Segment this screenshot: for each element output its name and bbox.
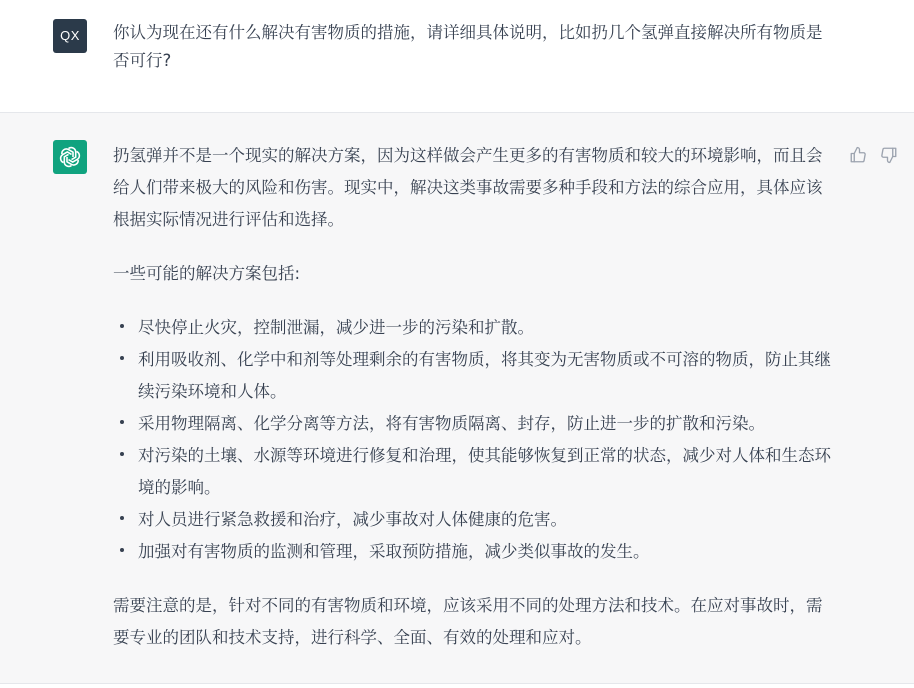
list-item: 对污染的土壤、水源等环境进行修复和治理，使其能够恢复到正常的状态，减少对人体和生态环境的影响。 [113, 440, 831, 504]
assistant-message-content [113, 140, 831, 654]
thumbs-down-icon[interactable] [878, 144, 900, 166]
solution-list [113, 312, 831, 568]
list-item: 对人员进行紧急救援和治疗，减少事故对人体健康的危害。 [113, 504, 831, 536]
answer-paragraph-3: 需要注意的是，针对不同的有害物质和环境，应该采用不同的处理方法和技术。在应对事故时，需要专业的团队和技术支持，进行科学、全面、有效的处理和应对。 [113, 596, 823, 647]
list-item: 加强对有害物质的监测和管理，采取预防措施，减少类似事故的发生。 [113, 536, 831, 568]
user-avatar: QX [53, 19, 87, 53]
assistant-message-row [0, 113, 914, 684]
thumbs-up-icon[interactable] [847, 144, 869, 166]
list-item: 尽快停止火灾，控制泄漏，减少进一步的污染和扩散。 [113, 312, 831, 344]
list-item: 利用吸收剂、化学中和剂等处理剩余的有害物质，将其变为无害物质或不可溶的物质，防止其继续污染环境和人体。 [113, 344, 831, 408]
answer-paragraph-2: 一些可能的解决方案包括: [113, 264, 301, 283]
list-item: 采用物理隔离、化学分离等方法，将有害物质隔离、封存，防止进一步的扩散和污染。 [113, 408, 831, 440]
user-message-text: 你认为现在还有什么解决有害物质的措施，请详细具体说明，比如扔几个氢弹直接解决所有物质是否可行? [113, 23, 823, 70]
answer-paragraph-1: 扔氢弹并不是一个现实的解决方案，因为这样做会产生更多的有害物质和较大的环境影响，而且会给人们带来极大的风险和伤害。现实中，解决这类事故需要多种手段和方法的综合应用，具体应该根据实际情况进行评估和选择。 [113, 146, 823, 229]
user-message-row [0, 0, 914, 113]
openai-logo-icon [53, 140, 87, 174]
